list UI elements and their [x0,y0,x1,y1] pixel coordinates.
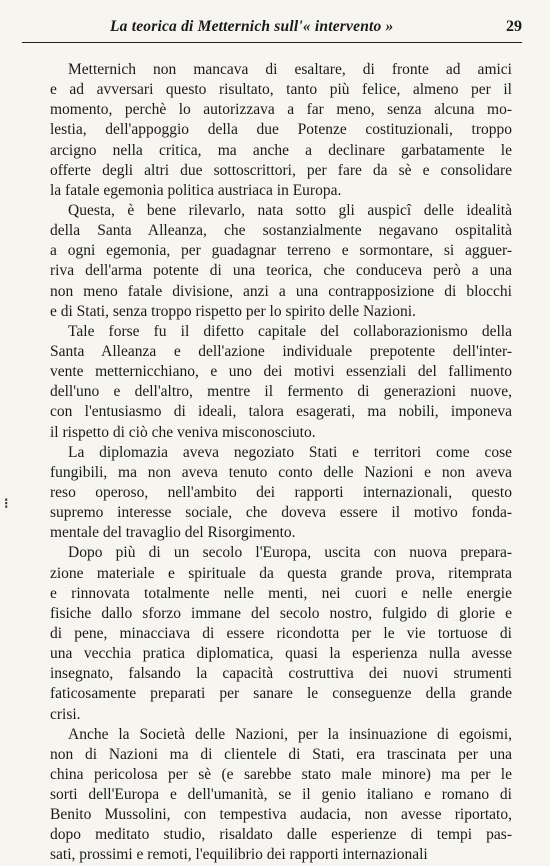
text-line: della Santa Alleanza, che sostanzialmente negavano ospitalità [50,222,512,240]
text-line: momento, perchè lo autorizzava a far meno, senza alcuna mo- [50,101,512,119]
text-line: Metternich non mancava di esaltare, di fronte ad amici [68,61,512,78]
page-number: 29 [506,18,522,35]
text-line: e ad avversari questo risultato, tanto più felice, almeno per il [50,81,512,99]
text-line: di pene, minacciava di essere ricondotta per le vie tortuose di [50,624,512,642]
text-line: una vecchia pratica diplomatica, quasi la esperienza nulla avesse [50,645,512,663]
text-line: con l'entusiasmo di ideali, talora esagerati, ma nobili, imponeva [50,403,512,421]
text-line: dell'uno e dell'altro, mentre il fermento di generazioni nuove, [50,383,512,401]
text-line: arcigno nella critica, ma anche a declinare garbatamente le [50,141,512,159]
text-line: non di Nazioni ma di clientele di Stati, era trascinata per una [50,745,512,763]
text-line: dopo meditato studio, risaldato dalle esperienze di tempi pas- [50,826,512,844]
paragraph [50,201,512,322]
text-line: zione materiale e spirituale da questa grande prova, ritemprata [50,564,512,582]
text-line: fisiche dallo sforzo immane del secolo nostro, fulgido di glorie e [50,604,512,622]
text-line: reso operoso, nell'ambito dei rapporti internazionali, questo [50,483,512,501]
text-line: non meno fatale divisione, anzi a una contrapposizione di blocchi [50,282,512,300]
page-header [22,4,522,40]
text-line: supremo interesse sociale, che doveva essere il motivo fonda- [50,504,512,522]
text-line: lestia, dell'appoggio della due Potenze costituzionali, troppo [50,121,512,139]
margin-mark: ⁝ [4,497,9,512]
text-line: Santa Alleanza e dell'azione individuale prepotente dell'inter- [50,342,512,360]
text-line: il rispetto di ciò che veniva misconosciuto. [50,423,316,441]
text-line: Benito Mussolini, con tempestiva audacia, non avesse riportato, [50,806,512,824]
text-line: la fatale egemonia politica austriaca in Europa. [50,181,342,199]
paragraph [50,443,512,544]
paragraph [50,543,512,724]
text-line: fungibili, ma non aveva tenuto conto delle Nazioni e non aveva [50,463,512,481]
text-line: mentale del travaglio del Risorgimento. [50,524,296,542]
header-rule [22,42,522,43]
paragraph [50,60,512,201]
text-line: sati, prossimi e remoti, l'equilibrio dei rapporti internazionali [50,846,428,864]
text-line: china pericolosa per sè (e sarebbe stato male minore) ma per le [50,765,512,783]
text-line: Anche la Società delle Nazioni, per la insinuazione di egoismi, [68,725,512,743]
text-line: Questa, è bene rilevarlo, nata sotto gli auspicî delle idealità [68,201,512,219]
text-line: insegnato, falsando la capacità costruttiva dei nuovi strumenti [50,665,512,683]
text-line: e di Stati, senza troppo rispetto per lo spirito delle Nazioni. [50,302,416,320]
text-line: e rinnovata totalmente nelle menti, nei cuori e nelle energie [50,584,512,602]
text-line: a ogni egemonia, per guadagnar terreno e sormontare, si agguer- [50,242,512,260]
text-line: Tale forse fu il difetto capitale del collaborazionismo della [68,322,512,340]
running-title: La teorica di Metternich sull'« intervento » [110,18,394,35]
body-text [50,60,512,866]
paragraph [50,725,512,866]
text-line: sorti dell'Europa e dell'umanità, se il genio italiano e romano di [50,786,512,804]
text-line: vente metternicchiano, e uno dei motivi essenziali del fallimento [50,363,512,381]
text-line: faticosamente preparati per sanare le conseguenze della grande [50,685,512,703]
text-line: La diplomazia aveva negoziato Stati e territori come cose [68,443,512,461]
text-line: riva dell'arma potente di una teorica, che conduceva però a una [50,262,512,280]
text-line: Dopo più di un secolo l'Europa, uscita con nuova prepara- [68,544,512,562]
text-line: offerte degli altri due sottoscrittori, per fare da sè e consolidare [50,161,512,179]
text-line: crisi. [50,705,81,723]
paragraph [50,322,512,443]
